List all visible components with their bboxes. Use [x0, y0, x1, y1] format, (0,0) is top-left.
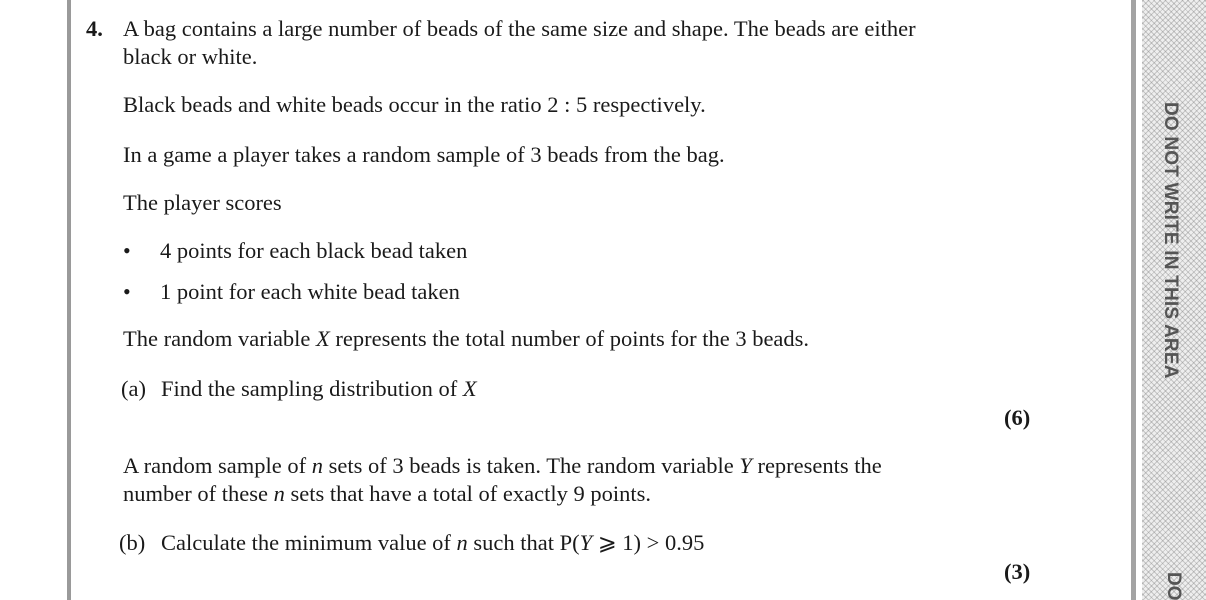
scores-intro: The player scores — [123, 190, 282, 215]
sample-statement-line-1: A random sample of n sets of 3 beads is taken. The random variable Y represents the — [123, 453, 882, 478]
part-a-marks: (6) — [1004, 405, 1031, 430]
part-b-text: Calculate the minimum value of n such that P(Y ⩾ 1) > 0.95 — [161, 530, 705, 555]
ratio-statement: Black beads and white beads occur in the ratio 2 : 5 respectively. — [123, 92, 706, 117]
intro-line-1: A bag contains a large number of beads of the same size and shape. The beads are either — [123, 16, 916, 41]
part-b-label: (b) — [119, 530, 146, 555]
right-margin-rule — [1131, 0, 1136, 600]
bullet-white-bead: 1 point for each white bead taken — [160, 279, 460, 304]
left-margin-rule — [67, 0, 71, 600]
bullet-black-bead: 4 points for each black bead taken — [160, 238, 468, 263]
bullet-dot: • — [123, 238, 131, 263]
part-a-label: (a) — [121, 376, 146, 401]
do-not-write-warning-cut: DO — [1163, 572, 1184, 600]
question-number: 4. — [86, 16, 103, 41]
part-a-text: Find the sampling distribution of X — [161, 376, 477, 401]
do-not-write-warning: DO NOT WRITE IN THIS AREA — [1160, 101, 1181, 379]
part-b-marks: (3) — [1004, 559, 1031, 584]
sample-statement-line-2: number of these n sets that have a total of exactly 9 points. — [123, 481, 651, 506]
game-statement: In a game a player takes a random sample of 3 beads from the bag. — [123, 142, 725, 167]
random-variable-x-statement: The random variable X represents the total number of points for the 3 beads. — [123, 326, 810, 351]
bullet-dot: • — [123, 279, 131, 304]
intro-line-2: black or white. — [123, 44, 258, 69]
